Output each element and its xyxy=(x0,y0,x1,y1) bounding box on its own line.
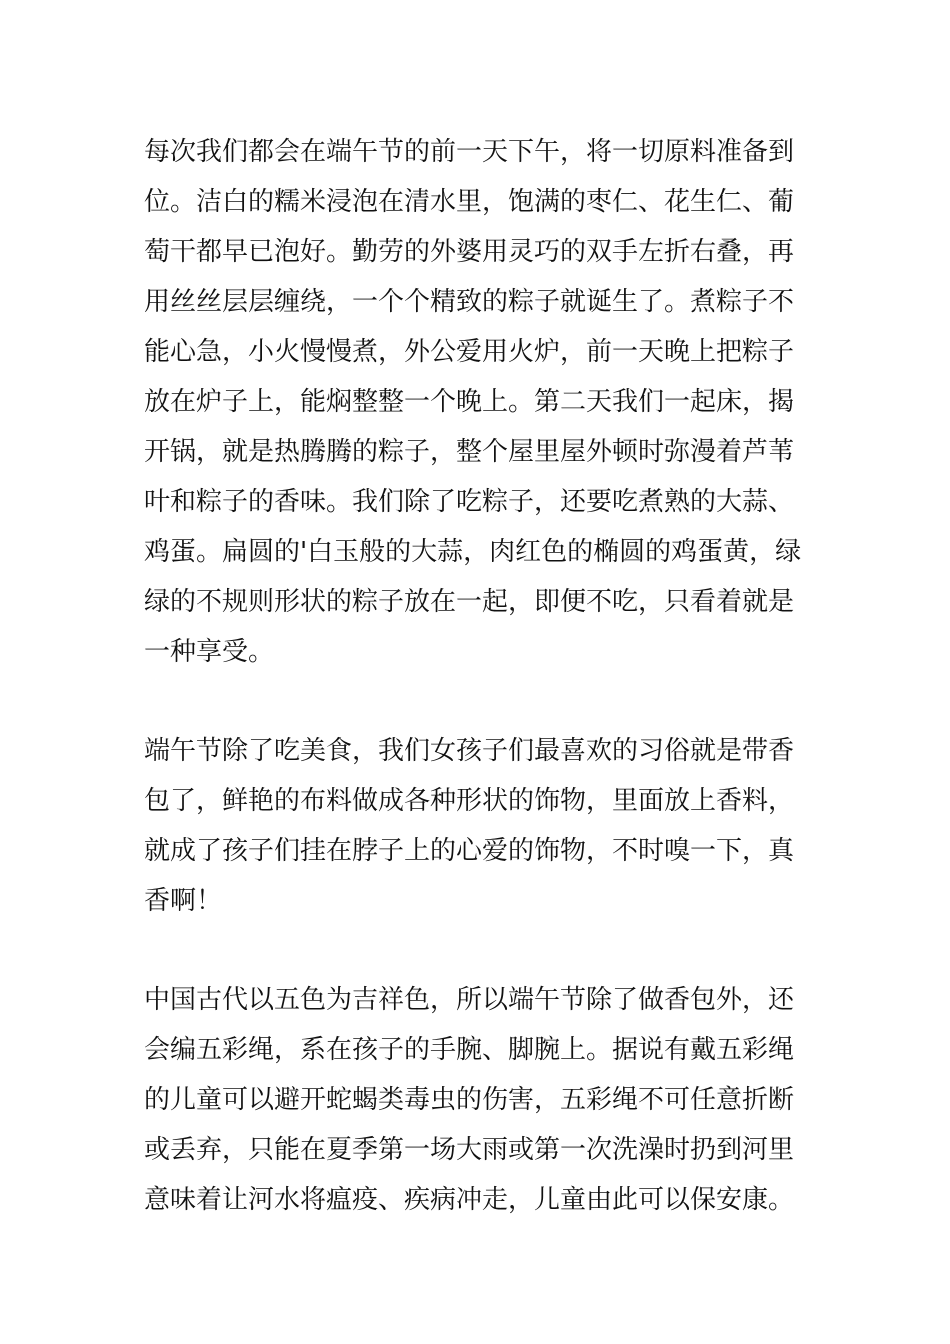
paragraph-five-color-rope xyxy=(144,975,814,1225)
text-line: 端午节除了吃美食，我们女孩子们最喜欢的习俗就是带香 xyxy=(144,736,795,766)
text-line: 意味着让河水将瘟疫、疾病冲走，儿童由此可以保安康。 xyxy=(144,1185,795,1215)
text-line: 包了，鲜艳的布料做成各种形状的饰物，里面放上香料， xyxy=(144,786,795,816)
paragraph-zongzi xyxy=(144,127,814,677)
text-line: 一种享受。 xyxy=(144,637,275,667)
text-line: 每次我们都会在端午节的前一天下午，将一切原料准备到 xyxy=(144,137,795,167)
text-line: 会编五彩绳，系在孩子的手腕、脚腕上。据说有戴五彩绳 xyxy=(144,1035,795,1065)
text-line: 鸡蛋。扁圆的'白玉般的大蒜，肉红色的椭圆的鸡蛋黄，绿 xyxy=(144,537,802,567)
text-line: 就成了孩子们挂在脖子上的心爱的饰物，不时嗅一下，真 xyxy=(144,836,795,866)
text-line: 放在炉子上，能焖整整一个晚上。第二天我们一起床，揭 xyxy=(144,387,795,417)
text-line: 开锅，就是热腾腾的粽子，整个屋里屋外顿时弥漫着芦苇 xyxy=(144,437,795,467)
paragraph-sachet xyxy=(144,726,814,926)
text-line: 位。洁白的糯米浸泡在清水里，饱满的枣仁、花生仁、葡 xyxy=(144,187,795,217)
text-line: 的儿童可以避开蛇蝎类毒虫的伤害，五彩绳不可任意折断 xyxy=(144,1085,795,1115)
text-line: 用丝丝层层缠绕，一个个精致的粽子就诞生了。煮粽子不 xyxy=(144,287,795,317)
text-line: 中国古代以五色为吉祥色，所以端午节除了做香包外，还 xyxy=(144,985,795,1015)
text-line: 萄干都早已泡好。勤劳的外婆用灵巧的双手左折右叠，再 xyxy=(144,237,795,267)
text-line: 绿的不规则形状的粽子放在一起，即便不吃，只看着就是 xyxy=(144,587,795,617)
text-line: 或丢弃，只能在夏季第一场大雨或第一次洗澡时扔到河里 xyxy=(144,1135,795,1165)
text-line: 能心急，小火慢慢煮，外公爱用火炉，前一天晚上把粽子 xyxy=(144,337,795,367)
text-line: 香啊！ xyxy=(144,886,223,916)
text-line: 叶和粽子的香味。我们除了吃粽子，还要吃煮熟的大蒜、 xyxy=(144,487,795,517)
